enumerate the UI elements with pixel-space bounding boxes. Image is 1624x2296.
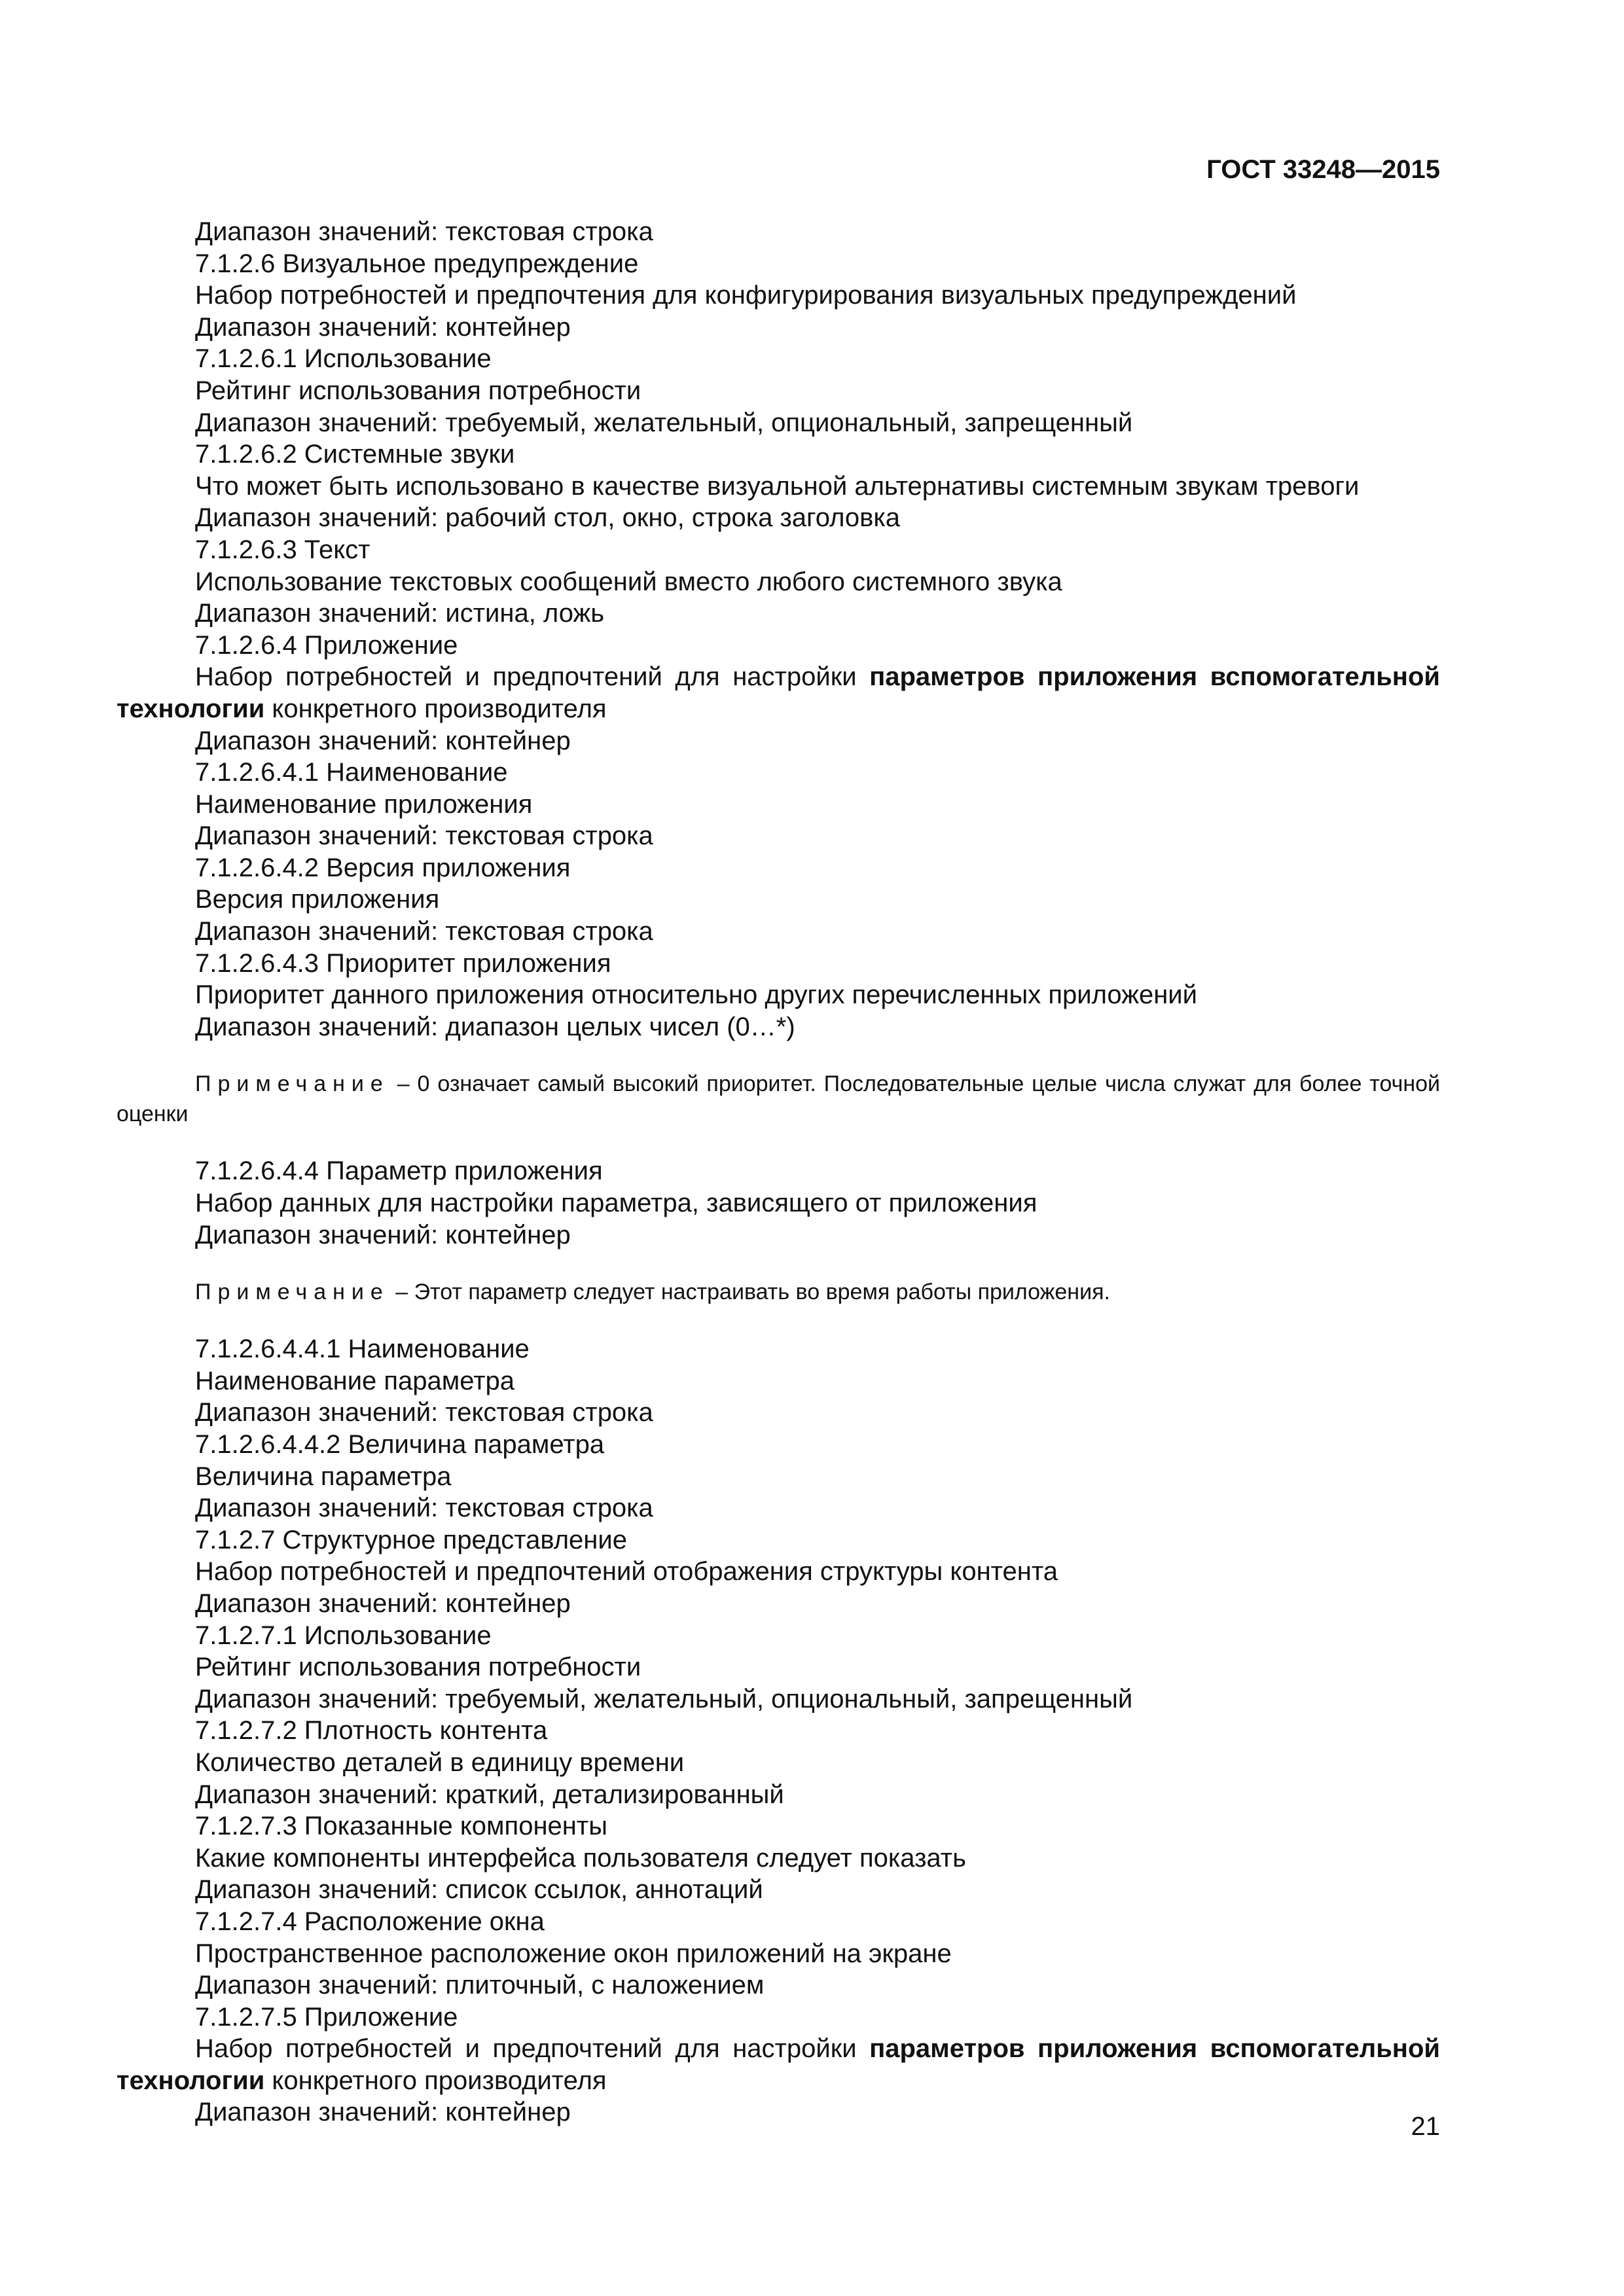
text-line: Диапазон значений: требуемый, желательный, опциональный, запрещенный [195,1684,1133,1713]
text-block-d [117,1333,1440,2033]
note-label: Примечание [195,1280,389,1305]
text-block-b [117,725,1440,1043]
text-line: 7.1.2.7 Структурное представление [195,1525,627,1554]
text-line: Диапазон значений: диапазон целых чисел (0…*) [195,1012,795,1041]
text-line: Набор потребностей и предпочтений отображения структуры контента [195,1557,1058,1587]
text-line: Диапазон значений: текстовая строка [195,1494,653,1523]
text-line: Диапазон значений: контейнер [195,312,571,342]
text-line: Диапазон значений: контейнер [195,2098,571,2127]
text-line: Набор данных для настройки параметра, зависящего от приложения [195,1189,1038,1218]
text-line: Версия приложения [195,885,440,914]
text-line: Наименование параметра [195,1366,515,1395]
text-block-a [117,216,1440,661]
text-block-e [117,2096,1440,2128]
text-line: 7.1.2.7.4 Расположение окна [195,1907,545,1936]
text-line: Диапазон значений: краткий, детализированный [195,1780,784,1809]
note-text: – 0 означает самый высокий приоритет. Последовательные целые числа служат для более точной оценки [117,1071,1440,1127]
text-line: Диапазон значений: список ссылок, аннотаций [195,1875,763,1905]
text-line: 7.1.2.6.4.4 Параметр приложения [195,1157,603,1186]
note-priority [117,1069,1440,1129]
text-line: Использование текстовых сообщений вместо любого системного звука [195,567,1062,596]
text-line: Рейтинг использования потребности [195,1653,641,1682]
text-line: Приоритет данного приложения относительно других перечисленных приложений [195,980,1197,1010]
text-block-c [117,1155,1440,1251]
text-line: 7.1.2.6.4 Приложение [195,630,458,660]
text-line: Диапазон значений: контейнер [195,1220,571,1249]
text-line: Количество деталей в единицу времени [195,1748,685,1777]
note-label: Примечание [195,1071,389,1097]
text-line: 7.1.2.7.2 Плотность контента [195,1716,548,1746]
text-line: Диапазон значений: текстовая строка [195,217,653,246]
text-line: Какие компоненты интерфейса пользователя следует показать [195,1843,966,1873]
text-line: Величина параметра [195,1462,452,1491]
text-line: Набор потребностей и предпочтения для конфигурирования визуальных предупреждений [195,281,1297,310]
text-line: Диапазон значений: текстовая строка [195,917,653,946]
paragraph-assistive-tech-2: Набор потребностей и предпочтений для настройки параметров приложения вспомогательной технологии конкретного производителя [117,2034,1440,2095]
text-line: 7.1.2.6.3 Текст [195,535,370,564]
text-line: Диапазон значений: контейнер [195,1588,571,1618]
text-line: Диапазон значений: рабочий стол, окно, строка заголовка [195,503,901,533]
text-line: 7.1.2.6.4.4.2 Величина параметра [195,1430,605,1459]
text-line: Диапазон значений: текстовая строка [195,821,653,851]
text-line: 7.1.2.6.1 Использование [195,344,492,374]
document-body [117,216,1440,2128]
text-line: Диапазон значений: требуемый, желательный, опциональный, запрещенный [195,408,1133,437]
note-text: – Этот параметр следует настраивать во время работы приложения. [389,1280,1110,1305]
note-runtime [117,1277,1440,1307]
text-line: 7.1.2.6.4.3 Приоритет приложения [195,948,611,978]
text-line: 7.1.2.7.3 Показанные компоненты [195,1812,607,1841]
document-header: ГОСТ 33248—2015 [1206,155,1440,184]
text-line: Диапазон значений: истина, ложь [195,599,605,628]
text-line: 7.1.2.6.2 Системные звуки [195,440,515,469]
text-line: Что может быть использовано в качестве визуальной альтернативы системным звукам тревоги [195,471,1360,501]
paragraph-assistive-tech-1: Набор потребностей и предпочтений для настройки параметров приложения вспомогательной технологии конкретного производителя [117,662,1440,723]
text-line: 7.1.2.7.5 Приложение [195,2002,458,2032]
text-line: Наименование приложения [195,789,533,819]
bold-term: параметров приложения вспомогательной технологии [117,2034,1440,2095]
bold-term: параметров приложения вспомогательной технологии [117,662,1440,723]
text-line: 7.1.2.6.4.1 Наименование [195,758,508,787]
text-line: 7.1.2.6 Визуальное предупреждение [195,249,639,278]
text-line: Рейтинг использования потребности [195,376,641,405]
text-line: Диапазон значений: текстовая строка [195,1398,653,1427]
page-number: 21 [1411,2112,1440,2141]
text-line: Диапазон значений: контейнер [195,726,571,755]
text-line: 7.1.2.7.1 Использование [195,1621,492,1650]
text-line: 7.1.2.6.4.2 Версия приложения [195,853,571,882]
text-line: Пространственное расположение окон приложений на экране [195,1939,952,1968]
text-line: Диапазон значений: плиточный, с наложением [195,1971,765,2000]
text-line: 7.1.2.6.4.4.1 Наименование [195,1335,530,1364]
